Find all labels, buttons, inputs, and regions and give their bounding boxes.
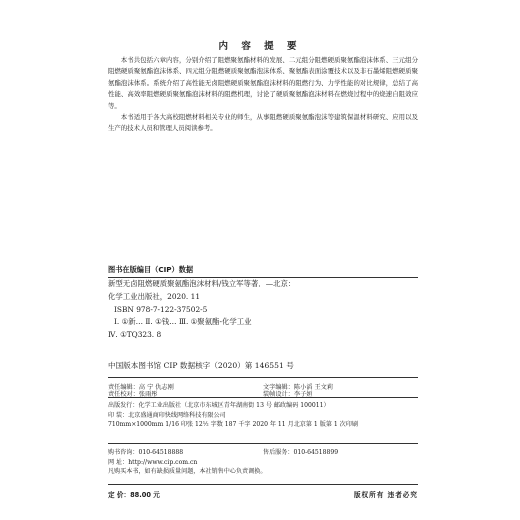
cip-data-number: 中国版本图书馆 CIP 数据核字（2020）第 146551 号 (108, 361, 294, 370)
contact-info (108, 443, 418, 477)
cover-designer: 装帧设计：李子姮 (263, 391, 313, 398)
summary-body (108, 55, 418, 135)
website: 网 址：http://www.cip.com.cn (108, 458, 198, 466)
cip-isbn: ISBN 978-7-122-37502-5 (114, 304, 208, 314)
cip-line-1: 新型无卤阻燃硬质聚氨酯泡沫材料/钱立军等著．—北京： (108, 279, 296, 288)
proofreader: 责任校对：张雨彤 (108, 391, 158, 398)
copyright-notice: 版权所有 违者必究 (353, 491, 418, 499)
order-phone: 购书咨询：010-64518888 (108, 449, 184, 456)
cip-line-5: Ⅳ. ①TQ323. 8 (108, 330, 162, 340)
format-line: 710mm×1000mm 1/16 印张 12½ 字数 187 千字 2020 年 11 月北京第 1 版第 1 次印刷 (108, 421, 358, 429)
summary-title: 内 容 提 要 (218, 41, 302, 52)
cip-line-2: 化学工业出版社，2020. 11 (108, 291, 201, 301)
phone-row (108, 448, 418, 458)
publication-info (108, 397, 418, 430)
website-row (108, 458, 418, 468)
cip-heading: 图书在版编目（CIP）数据 (108, 265, 194, 274)
cip-record (108, 277, 418, 342)
price: 定 价：88.00 元 (108, 491, 160, 499)
summary-paragraph-1: 本书共包括六章内容，分别介绍了阻燃聚氨酯材料的发展、二元组分阻燃硬质聚氨酯泡沫体系、三元组分阻燃硬质聚氨酯泡沫体系、四元组分阻燃硬质聚氨酯泡沫体系、聚氨酯表面涂覆技术以及非石墨烯阻燃硬质聚氨酯泡沫体系。系统介绍了高性能无卤阻燃硬质聚氨酯泡沫材料的阻燃行为、力学性能的对比规律，总结了高性能、高效率阻燃硬质聚氨酯泡沫材料的阻燃机理，讨论了硬质聚氨酯泡沫材料在燃烧过程中的烧速自阻效应等。 (108, 56, 418, 110)
summary-paragraph-2: 本书适用于各大高校阻燃材料相关专业的师生，从事阻燃硬质聚氨酯泡沫等建筑保温材料研究、应用以及生产的技术人员和管理人员阅读参考。 (108, 113, 418, 133)
cip-line-4: Ⅰ. ①新… Ⅱ. ①钱… Ⅲ. ①聚氨酯-化学工业 (114, 317, 252, 327)
publisher-line: 出版发行：化学工业出版社（北京市东城区青年湖南街 13 号 邮政编码 100011） (108, 402, 330, 409)
responsible-editor: 责任编辑：高 宁 仇志刚 (108, 384, 174, 391)
defect-notice: 凡购买本书，如有缺损质量问题，本社销售中心负责调换。 (108, 468, 267, 476)
footer (108, 484, 418, 499)
notice-row (108, 467, 418, 477)
service-phone: 售后服务：010-64518899 (263, 449, 339, 456)
printer-line: 印 装：北京盛通商印快线网络科技有限公司 (108, 411, 226, 419)
text-editor: 文字编辑：陈小滔 王文莉 (263, 384, 334, 391)
